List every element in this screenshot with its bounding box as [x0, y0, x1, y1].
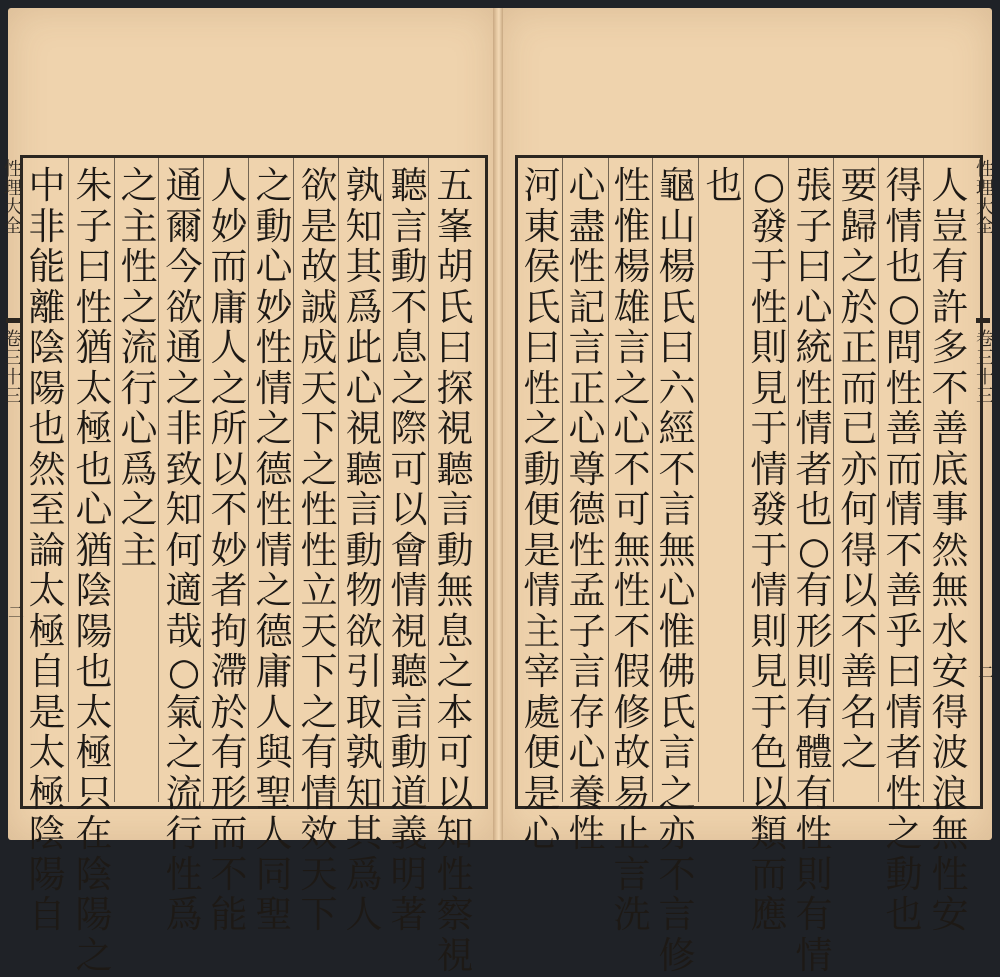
text-column: 也 [705, 164, 743, 207]
text-column: 人妙而庸人之所以不妙者拘滯於有形而不能 [210, 164, 248, 936]
text-column: 孰知其爲此心視聽言動物欲引取孰知其爲人 [345, 164, 383, 936]
text-column: 張子曰心統性情者也○有形則有體有性則有情 [795, 164, 833, 977]
volume-ear: 卷三十三 [4, 329, 22, 407]
text-column: 欲是故誠成天下之性性立天下之有情效天下 [300, 164, 338, 936]
text-column: 中非能離陰陽也然至論太極自是太極陰陽自 [28, 164, 66, 936]
text-column: 朱子曰性猶太極也心猶陰陽也太極只在陰陽之 [75, 164, 113, 977]
text-column: 心盡性記言正心尊德性孟子言存心養性 [568, 164, 606, 855]
book-title-ear: 性理大全 [4, 159, 22, 237]
text-column: 得情也○問性善而情不善乎曰情者性之動也 [885, 164, 923, 936]
text-column: 之主性之流行心爲之主 [120, 164, 158, 572]
text-column: 河東侯氏曰性之動便是情主宰處便是心 [523, 164, 561, 855]
ear-divider [976, 318, 990, 323]
text-column: 人豈有許多不善底事然無水安得波浪無性安 [931, 164, 969, 936]
text-column: 聽言動不息之際可以會情視聽言動道義明著 [390, 164, 428, 936]
text-column: 性惟楊雄言之心不可無性不假修故易止言洗 [613, 164, 651, 936]
book-title-ear-right: 性理大全 [976, 159, 994, 237]
text-column: 之動心妙性情之德性情之德庸人與聖人同聖 [255, 164, 293, 936]
folio-number-right: 二 [978, 663, 995, 682]
volume-ear-right: 卷三十三 [976, 329, 994, 407]
text-column: 龜山楊氏曰六經不言無心惟佛氏言之亦不言修 [658, 164, 696, 977]
text-column: 五峯胡氏曰探視聽言動無息之本可以知性察視 [436, 164, 474, 977]
text-column: 通爾今欲通之非致知何適哉○氣之流行性爲 [165, 164, 203, 936]
text-column: 要歸之於正而已亦何得以不善名之 [840, 164, 878, 774]
ear-divider [6, 318, 20, 323]
text-column: ○發于性則見于情發于情則見于色以類而應 [750, 164, 788, 936]
book-gutter [493, 8, 503, 840]
folio-number: 二 [8, 603, 25, 622]
